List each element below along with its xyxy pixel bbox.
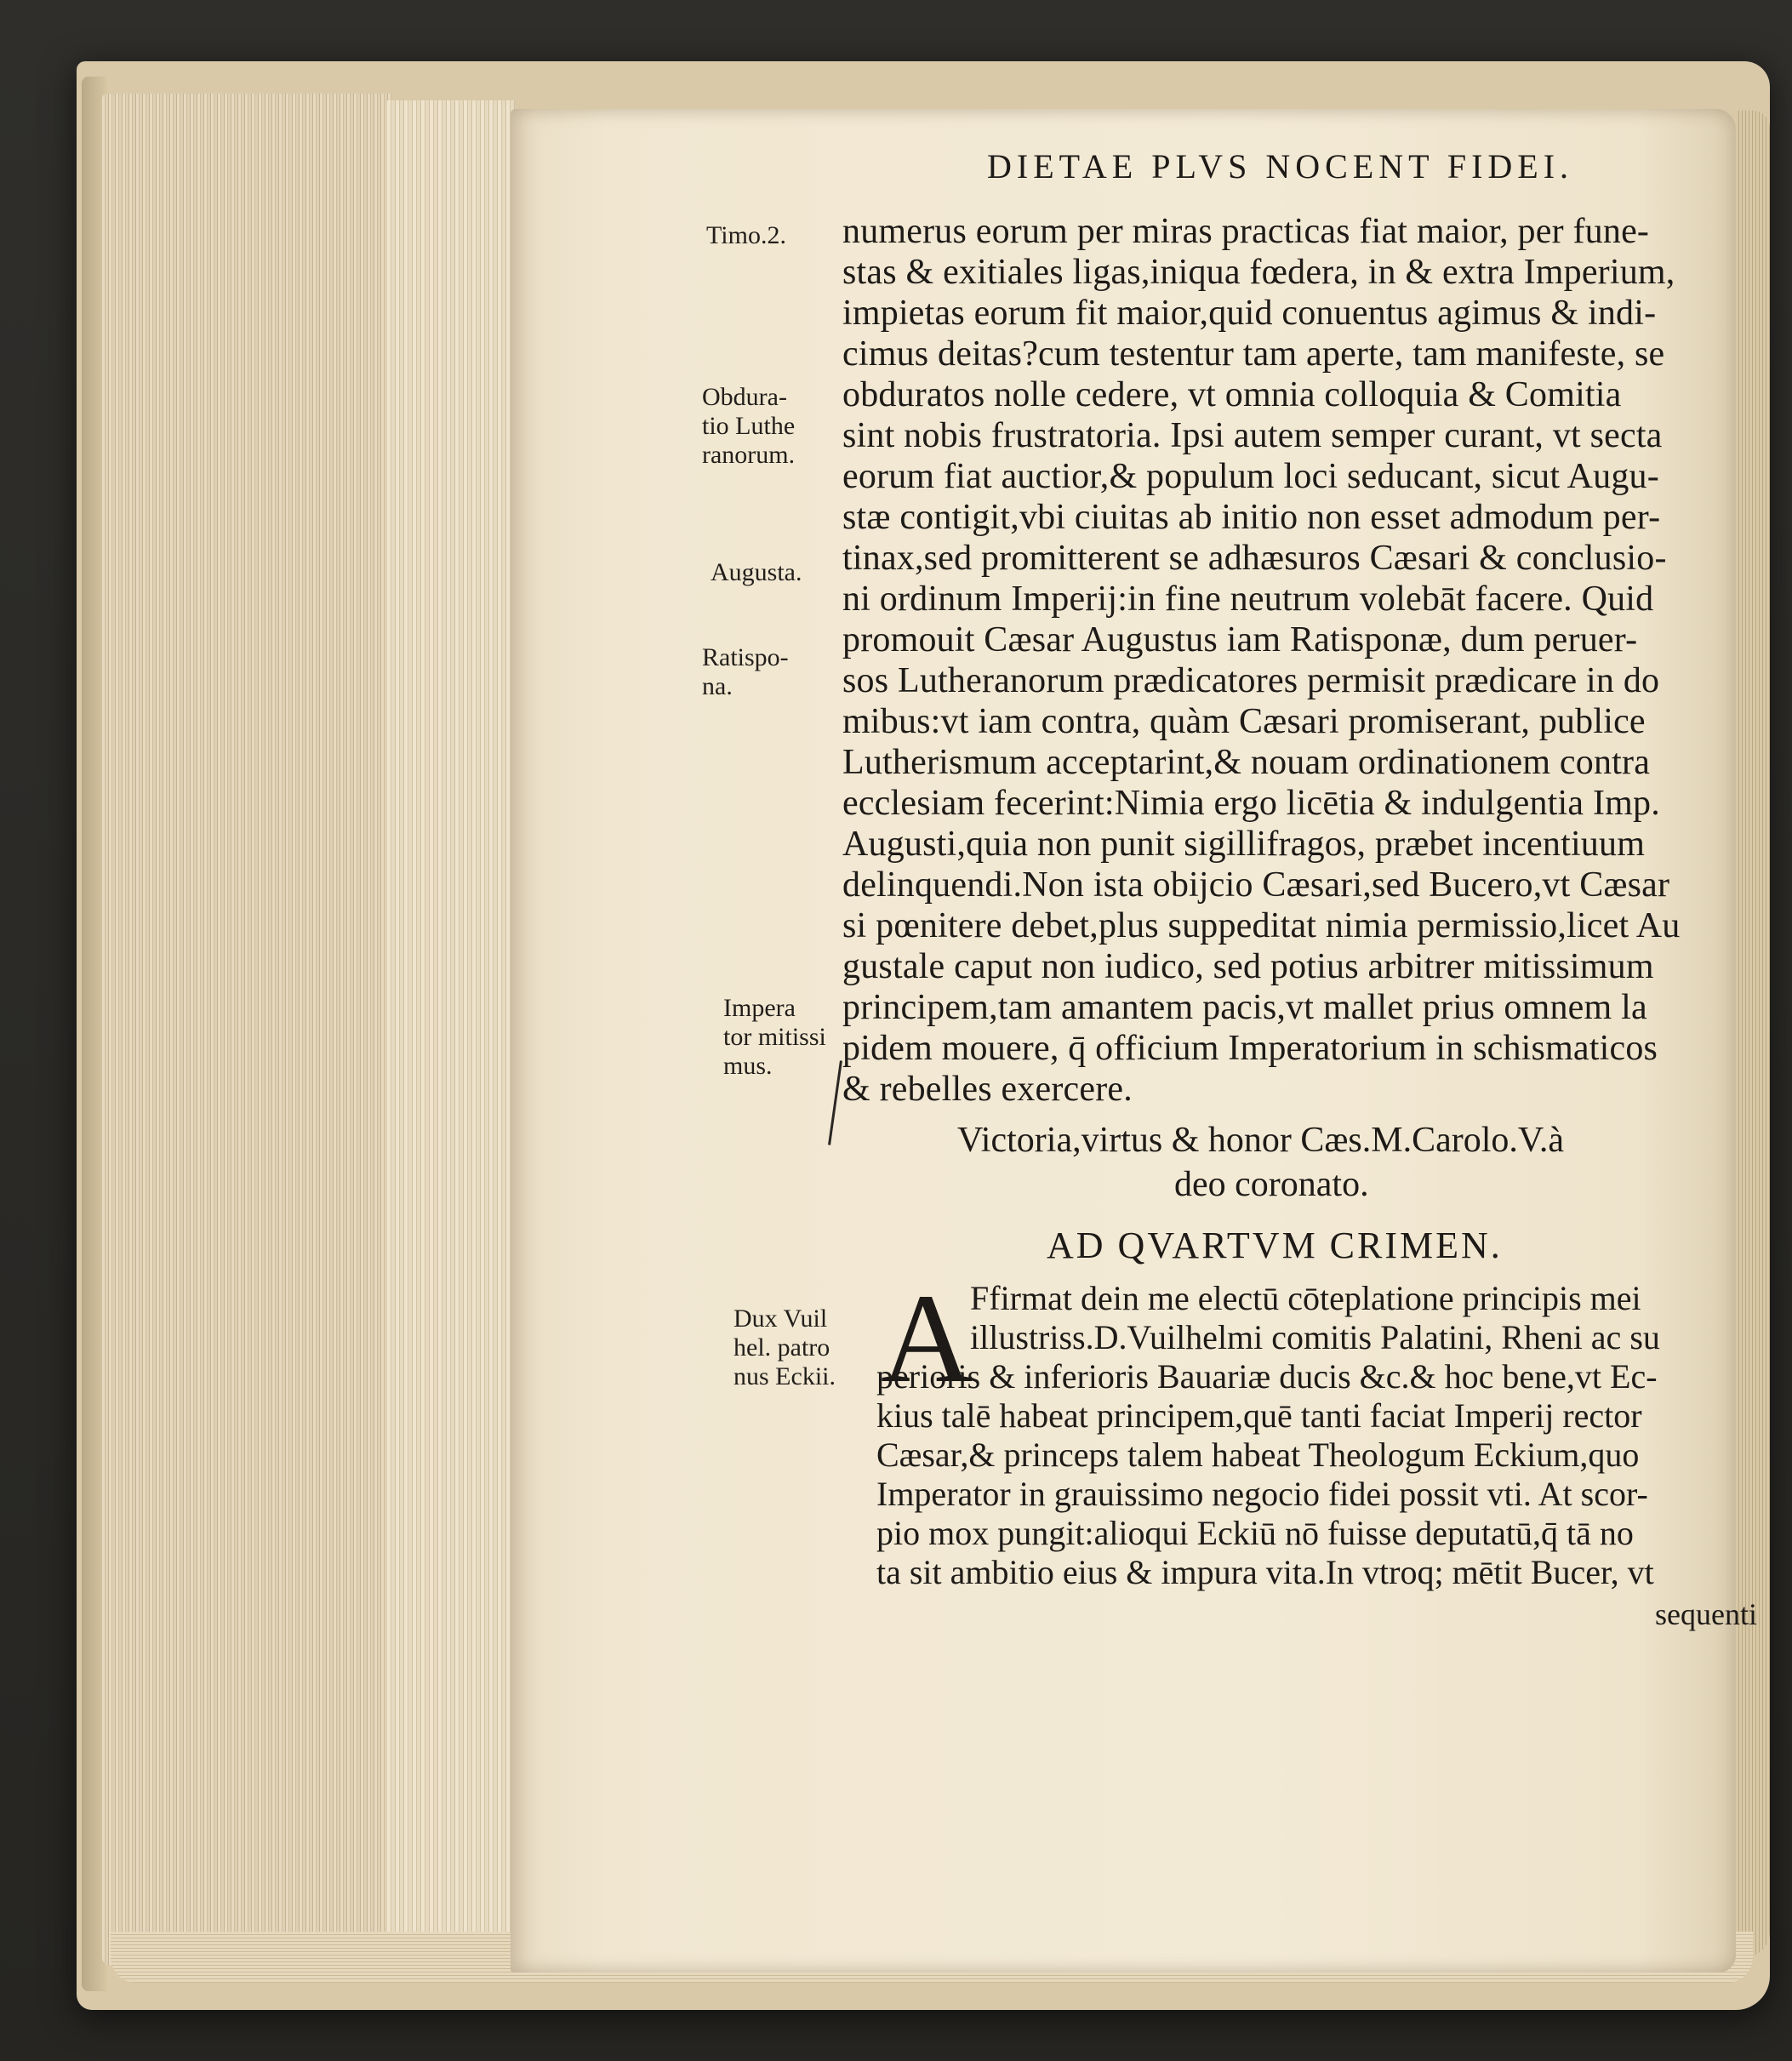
book-page bbox=[511, 109, 1757, 1973]
body-line: Augusti,quia non punit sigillifragos, præbet incentiuum bbox=[842, 825, 1646, 864]
margin-note-line: mus. bbox=[723, 1052, 773, 1080]
body-line: sint nobis frustratoria. Ipsi autem semper curant, vt secta bbox=[842, 416, 1663, 455]
para-line: Ffirmat dein me electū cōteplatione principis mei bbox=[970, 1279, 1641, 1317]
margin-note-line: tor mitissi bbox=[723, 1023, 826, 1051]
body-line: impietas eorum fit maior,quid conuentus agimus & indi- bbox=[842, 294, 1657, 333]
body-line: gustale caput non iudico, sed potius arbitrer mitissimum bbox=[842, 947, 1654, 986]
margin-note-line: Impera bbox=[723, 994, 796, 1022]
page-text bbox=[511, 109, 1757, 1973]
margin-note-timo: Timo.2. bbox=[706, 221, 786, 249]
body-line: principem,tam amantem pacis,vt mallet prius omnem la bbox=[842, 988, 1647, 1027]
margin-note-line: hel. patro bbox=[733, 1333, 830, 1362]
margin-note-line: Dux Vuil bbox=[733, 1305, 828, 1333]
body-line: ecclesiam fecerint:Nimia ergo licētia & indulgentia Imp. bbox=[842, 784, 1660, 823]
section-heading: AD QVARTVM CRIMEN. bbox=[1047, 1225, 1503, 1266]
margin-bracket bbox=[828, 1060, 842, 1145]
margin-note-ratispona bbox=[702, 643, 789, 701]
margin-note-imperator bbox=[723, 994, 826, 1081]
para-line: perioris & inferioris Bauariæ ducis &c.& hoc bene,vt Ec- bbox=[876, 1357, 1658, 1396]
body-line: sos Lutheranorum prædicatores permisit prædicare in do bbox=[842, 661, 1660, 700]
dropcap: A bbox=[881, 1268, 973, 1409]
closing-line-2: deo coronato. bbox=[1174, 1165, 1369, 1204]
para-line: Cæsar,& princeps talem habeat Theologum Eckium,quo bbox=[876, 1436, 1640, 1474]
body-line: promouit Cæsar Augustus iam Ratisponæ, dum peruer- bbox=[842, 620, 1638, 659]
body-line: tinax,sed promitterent se adhæsuros Cæsari & conclusio- bbox=[842, 539, 1667, 578]
page-edges-inner bbox=[387, 100, 515, 1973]
body-line: stas & exitiales ligas,iniqua fœdera, in & extra Imperium, bbox=[842, 253, 1675, 292]
margin-note-dux bbox=[733, 1305, 836, 1391]
body-line: obduratos nolle cedere, vt omnia colloquia & Comitia bbox=[842, 375, 1622, 414]
body-line: Lutherismum acceptarint,& nouam ordinationem contra bbox=[842, 743, 1651, 782]
body-line: stæ contigit,vbi ciuitas ab initio non esset admodum per- bbox=[842, 498, 1661, 537]
closing-line-1: Victoria,virtus & honor Cæs.M.Carolo.V.à bbox=[957, 1121, 1564, 1160]
body-line: eorum fiat auctior,& populum loci seducant, sicut Augu- bbox=[842, 457, 1659, 496]
para-line: Imperator in grauissimo negocio fidei possit vti. At scor- bbox=[876, 1475, 1648, 1513]
body-line: numerus eorum per miras practicas fiat maior, per fune- bbox=[842, 212, 1650, 251]
body-line: & rebelles exercere. bbox=[842, 1070, 1133, 1109]
margin-note-line: na. bbox=[702, 672, 733, 700]
para-line: pio mox pungit:alioqui Eckiū nō fuisse deputatū,q̄ tā no bbox=[876, 1514, 1634, 1552]
margin-note-line: tio Luthe bbox=[702, 412, 796, 440]
para-line: ta sit ambitio eius & impura vita.In vtroq; mētit Bucer, vt bbox=[876, 1553, 1654, 1591]
page-edges-left bbox=[102, 94, 391, 1966]
margin-note-augusta: Augusta. bbox=[711, 558, 802, 586]
body-line: ni ordinum Imperij:in fine neutrum volebāt facere. Quid bbox=[842, 579, 1654, 619]
para-line: illustriss.D.Vuilhelmi comitis Palatini, Rheni ac su bbox=[970, 1318, 1660, 1356]
margin-note-line: nus Eckii. bbox=[733, 1362, 836, 1390]
page-edges-right bbox=[1736, 111, 1770, 1957]
margin-note-obduratio bbox=[702, 383, 795, 470]
body-line: pidem mouere, q̄ officium Imperatorium in schismaticos bbox=[842, 1029, 1658, 1068]
body-line: delinquendi.Non ista obijcio Cæsari,sed Bucero,vt Cæsar bbox=[842, 865, 1670, 905]
body-line: mibus:vt iam contra, quàm Cæsari promiserant, publice bbox=[842, 702, 1646, 741]
para-line: kius talē habeat principem,quē tanti faciat Imperij rector bbox=[876, 1396, 1642, 1435]
running-head: DIETAE PLVS NOCENT FIDEI. bbox=[987, 147, 1574, 186]
margin-note-line: ranorum. bbox=[702, 441, 796, 469]
body-line: si pœnitere debet,plus suppeditat nimia permissio,licet Au bbox=[842, 906, 1681, 945]
body-line: cimus deitas?cum testentur tam aperte, tam manifeste, se bbox=[842, 334, 1665, 374]
margin-note-line: Ratispo- bbox=[702, 643, 789, 671]
margin-note-line: Obdura- bbox=[702, 383, 787, 411]
catchword: sequenti bbox=[1655, 1597, 1757, 1631]
